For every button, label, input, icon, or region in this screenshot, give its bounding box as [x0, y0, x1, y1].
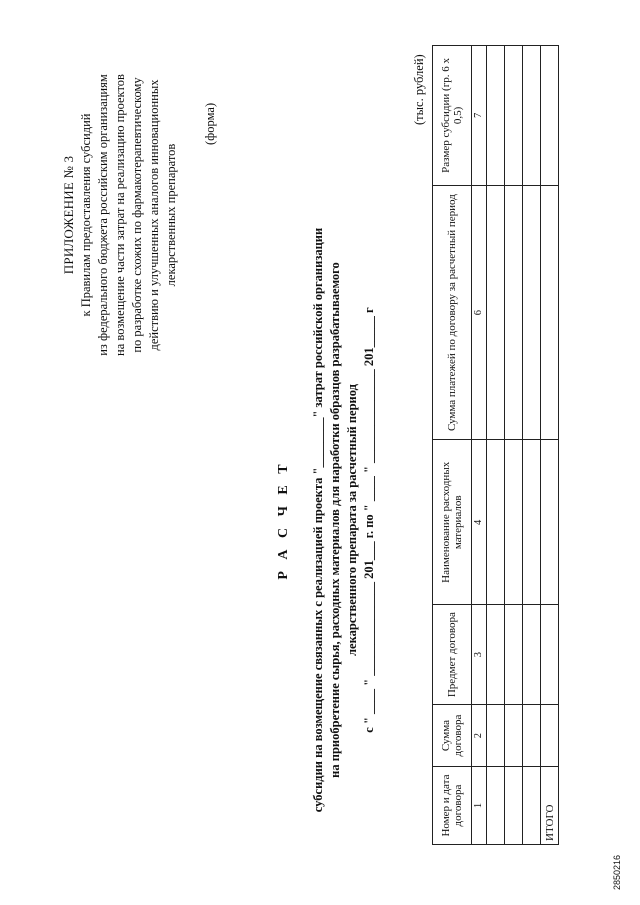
column-number: 6	[472, 185, 487, 440]
table-cell	[487, 185, 505, 440]
table-cell	[505, 440, 523, 605]
column-header: Размер субсидии (гр. 6 х 0,5)	[433, 46, 472, 186]
table-cell	[523, 767, 541, 845]
annex-line: на возмещение части затрат на реализацию проектов	[113, 74, 127, 356]
table-cell	[487, 440, 505, 605]
total-label: ИТОГО	[541, 767, 559, 845]
table-cell	[541, 185, 559, 440]
column-header: Номер и дата договора	[433, 767, 472, 845]
annex-line: действию и улучшенных аналогов инновационных	[147, 79, 161, 351]
table-cell	[523, 605, 541, 705]
table-cell	[505, 185, 523, 440]
table-cell	[523, 185, 541, 440]
table-cell	[505, 46, 523, 186]
table-cell	[541, 605, 559, 705]
title-line: лекарственного препарата за расчетный период	[345, 384, 359, 656]
column-number: 7	[472, 46, 487, 186]
table-row	[487, 46, 505, 845]
document-title	[275, 195, 378, 845]
table-header-row	[433, 46, 472, 845]
table-cell	[505, 705, 523, 767]
form-label: (форма)	[203, 102, 217, 145]
table-cell	[541, 705, 559, 767]
table-cell	[487, 46, 505, 186]
annex-line: по разработке схожих по фармакотерапевтическому	[130, 77, 144, 353]
title-line: на приобретение сырья, расходных материалов для наработки образцов разрабатываемого	[328, 262, 342, 778]
column-number: 3	[472, 605, 487, 705]
column-header: Сумма платежей по договору за расчетный период	[433, 185, 472, 440]
table-cell	[487, 605, 505, 705]
calculation-table	[432, 45, 559, 845]
table-cell	[505, 767, 523, 845]
column-header: Наименование расходных материалов	[433, 440, 472, 605]
annex-line: из федерального бюджета российским организациям	[96, 74, 110, 356]
table-cell	[523, 440, 541, 605]
table-cell	[541, 440, 559, 605]
annex-line: лекарственных препаратов	[164, 143, 178, 287]
table-cell	[523, 46, 541, 186]
table-cell	[523, 705, 541, 767]
annex-block	[60, 40, 180, 390]
annex-line: к Правилам предоставления субсидий	[79, 113, 93, 317]
total-row	[541, 46, 559, 845]
table-cell	[541, 46, 559, 186]
column-header: Предмет договора	[433, 605, 472, 705]
column-number: 1	[472, 767, 487, 845]
table-row	[505, 46, 523, 845]
table-cell	[487, 705, 505, 767]
annex-heading: ПРИЛОЖЕНИЕ № 3	[61, 155, 76, 275]
column-number-row	[472, 46, 487, 845]
column-number: 4	[472, 440, 487, 605]
table-row	[523, 46, 541, 845]
period-line: с " ____ " _______________ 201___ г. по " ____ " _______________ 201_____ г	[362, 307, 376, 733]
units-label: (тыс. рублей)	[412, 54, 426, 125]
column-header: Сумма договора	[433, 705, 472, 767]
footer-code: 2850216	[612, 854, 622, 890]
title-heading: Р А С Ч Е Т	[276, 460, 291, 580]
title-line: субсидии на возмещение связанных с реализацией проекта "________" затрат российской организации	[311, 227, 325, 813]
table-cell	[487, 767, 505, 845]
column-number: 2	[472, 705, 487, 767]
table-cell	[505, 605, 523, 705]
